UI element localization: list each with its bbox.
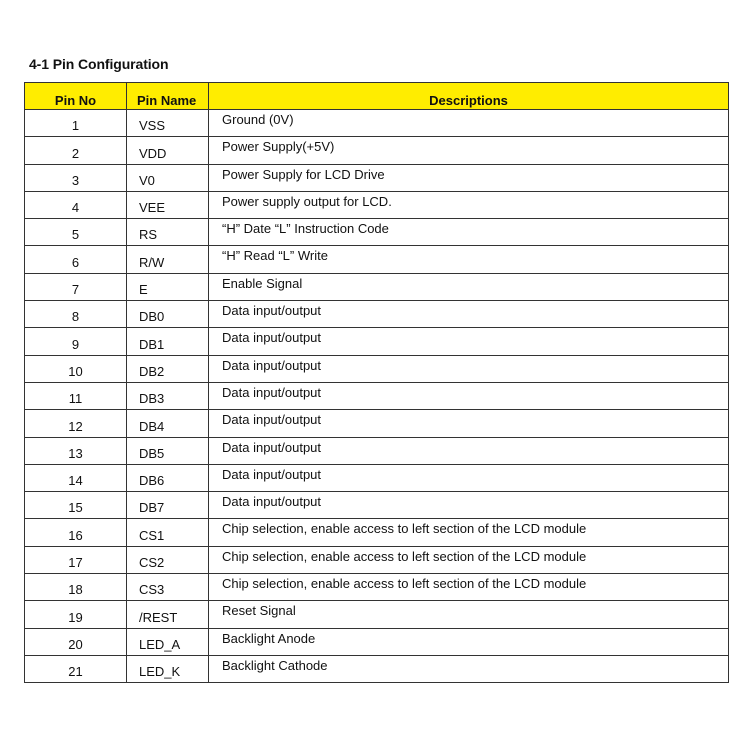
- pin-description-cell: Backlight Anode: [209, 628, 729, 655]
- pin-number-cell: 4: [25, 191, 127, 218]
- table-row: [25, 219, 729, 246]
- pin-number-cell: 15: [25, 492, 127, 519]
- pin-description-cell: Reset Signal: [209, 601, 729, 628]
- pin-description-cell: Chip selection, enable access to left section of the LCD module: [209, 519, 729, 546]
- pin-name-cell: LED_A: [127, 628, 209, 655]
- pin-name-cell: V0: [127, 164, 209, 191]
- pin-number-cell: 7: [25, 273, 127, 300]
- pin-description-cell: Power Supply(+5V): [209, 137, 729, 164]
- pin-number-cell: 3: [25, 164, 127, 191]
- table-body: [25, 110, 729, 683]
- pin-name-cell: CS1: [127, 519, 209, 546]
- table-row: [25, 655, 729, 682]
- pin-number-cell: 5: [25, 219, 127, 246]
- table-row: [25, 382, 729, 409]
- table-row: [25, 355, 729, 382]
- table-row: [25, 273, 729, 300]
- table-row: [25, 601, 729, 628]
- pin-number-cell: 8: [25, 301, 127, 328]
- pin-name-cell: /REST: [127, 601, 209, 628]
- table-row: [25, 328, 729, 355]
- pin-description-cell: Power Supply for LCD Drive: [209, 164, 729, 191]
- header-pin-no: Pin No: [25, 83, 127, 110]
- pin-name-cell: LED_K: [127, 655, 209, 682]
- pin-number-cell: 17: [25, 546, 127, 573]
- pin-description-cell: Backlight Cathode: [209, 655, 729, 682]
- pin-number-cell: 16: [25, 519, 127, 546]
- table-row: [25, 410, 729, 437]
- pin-description-cell: Data input/output: [209, 492, 729, 519]
- pin-name-cell: E: [127, 273, 209, 300]
- pin-name-cell: DB1: [127, 328, 209, 355]
- table-row: [25, 191, 729, 218]
- pin-number-cell: 19: [25, 601, 127, 628]
- pin-name-cell: CS2: [127, 546, 209, 573]
- table-row: [25, 628, 729, 655]
- header-pin-name: Pin Name: [127, 83, 209, 110]
- table-row: [25, 301, 729, 328]
- pin-number-cell: 1: [25, 110, 127, 137]
- pin-name-cell: R/W: [127, 246, 209, 273]
- table-row: [25, 574, 729, 601]
- pin-name-cell: DB5: [127, 437, 209, 464]
- section-title: 4-1 Pin Configuration: [29, 56, 169, 72]
- pin-name-cell: DB3: [127, 382, 209, 409]
- pin-description-cell: “H” Date “L” Instruction Code: [209, 219, 729, 246]
- pin-number-cell: 20: [25, 628, 127, 655]
- table-header-row: [25, 83, 729, 110]
- pin-name-cell: DB7: [127, 492, 209, 519]
- pin-number-cell: 2: [25, 137, 127, 164]
- table-row: [25, 464, 729, 491]
- pin-number-cell: 11: [25, 382, 127, 409]
- pin-name-cell: DB6: [127, 464, 209, 491]
- pin-name-cell: DB0: [127, 301, 209, 328]
- pin-number-cell: 10: [25, 355, 127, 382]
- pin-number-cell: 14: [25, 464, 127, 491]
- pin-number-cell: 9: [25, 328, 127, 355]
- pin-description-cell: Data input/output: [209, 382, 729, 409]
- pin-description-cell: Data input/output: [209, 301, 729, 328]
- pin-description-cell: Data input/output: [209, 355, 729, 382]
- table-row: [25, 246, 729, 273]
- pin-description-cell: Chip selection, enable access to left section of the LCD module: [209, 574, 729, 601]
- table-row: [25, 164, 729, 191]
- pin-description-cell: Chip selection, enable access to left section of the LCD module: [209, 546, 729, 573]
- header-descriptions: Descriptions: [209, 83, 729, 110]
- table-row: [25, 519, 729, 546]
- pin-name-cell: VSS: [127, 110, 209, 137]
- pin-description-cell: Data input/output: [209, 410, 729, 437]
- pin-number-cell: 12: [25, 410, 127, 437]
- pin-description-cell: Power supply output for LCD.: [209, 191, 729, 218]
- pin-number-cell: 21: [25, 655, 127, 682]
- table-row: [25, 137, 729, 164]
- pin-description-cell: Enable Signal: [209, 273, 729, 300]
- pin-number-cell: 6: [25, 246, 127, 273]
- pin-description-cell: Data input/output: [209, 464, 729, 491]
- pin-number-cell: 18: [25, 574, 127, 601]
- pin-description-cell: Ground (0V): [209, 110, 729, 137]
- pin-name-cell: DB4: [127, 410, 209, 437]
- pin-description-cell: Data input/output: [209, 437, 729, 464]
- table-row: [25, 110, 729, 137]
- table-row: [25, 492, 729, 519]
- pin-name-cell: VDD: [127, 137, 209, 164]
- pin-name-cell: RS: [127, 219, 209, 246]
- pin-name-cell: CS3: [127, 574, 209, 601]
- table-row: [25, 437, 729, 464]
- pin-name-cell: VEE: [127, 191, 209, 218]
- pin-description-cell: “H” Read “L” Write: [209, 246, 729, 273]
- pin-number-cell: 13: [25, 437, 127, 464]
- pin-configuration-table: [24, 82, 729, 683]
- pin-name-cell: DB2: [127, 355, 209, 382]
- table-row: [25, 546, 729, 573]
- pin-description-cell: Data input/output: [209, 328, 729, 355]
